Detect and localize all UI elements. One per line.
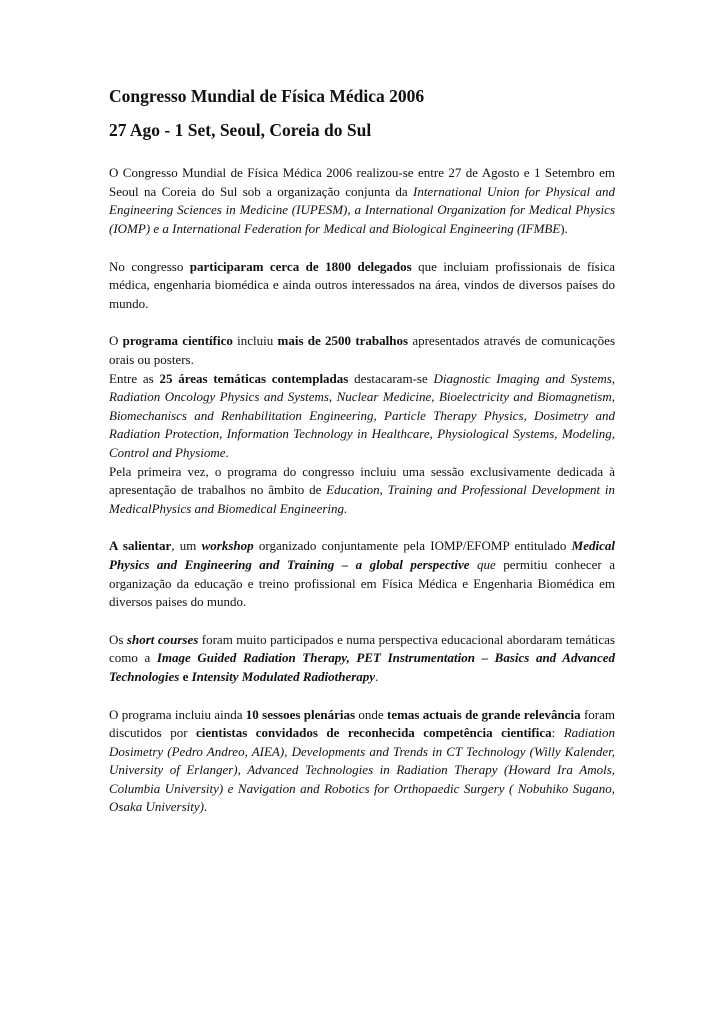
paragraph-intro <box>109 164 615 238</box>
paragraph-short-courses <box>109 631 615 687</box>
text: permitiu conhecer a organização da educação e treino profissional em Física Médica e Engenharia Biomédica em diversos paises do mundo. <box>109 556 615 610</box>
text: foram discutidos por <box>109 706 615 741</box>
text: Entre as <box>109 370 160 386</box>
paragraph-program <box>109 332 615 369</box>
highlight-label: A salientar <box>109 538 172 554</box>
paragraph-delegates <box>109 258 615 314</box>
paragraph-plenary <box>109 706 615 818</box>
plenary-list: Radiation Dosimetry (Pedro Andreo, AIEA), Developments and Trends in CT Technology (Willy Kalender, University of Erlanger), Advanced Technologies in Radiation Therapy (Howard Ira Amols, Columbia University) e Navigation and Robotics for Orthopaedic Surgery ( Nobuhiko Sugano, Osaka University). <box>109 725 615 815</box>
text: No congresso <box>109 258 190 274</box>
papers-highlight: mais de 2500 trabalhos <box>277 333 409 349</box>
workshop-word: workshop <box>201 538 254 554</box>
organizations-text: International Union for Physical and Engineering Sciences in Medicine (IUPESM), a International Organization for Medical Physics (IOMP) e a International Federation for Medical and Biological Engineering (IFMBE <box>109 183 615 237</box>
text: que <box>469 556 496 572</box>
speakers-highlight: cientistas convidados de reconhecida competência cientifica <box>196 725 552 741</box>
text: apresentados através de comunicações orais ou posters. <box>109 333 616 367</box>
text: ). <box>560 221 568 237</box>
delegates-highlight: participaram cerca de 1800 delegados <box>189 258 412 274</box>
text: foram muito participados e numa perspectiva educacional abordaram temáticas como a <box>109 631 615 666</box>
text: incluiu <box>232 333 278 349</box>
text: onde <box>355 706 387 722</box>
text: O <box>109 333 123 349</box>
areas-list: Diagnostic Imaging and Systems, Radiation Oncology Physics and Systems, Nuclear Medicine, Bioelectricity and Biomagnetism, Biomechaniscs and Renhabilitation Engineering, Particle Therapy Physics, Dosimetry and Radiation Protection, Information Technology in Healthcare, Physiological Systems, Modeling, Control and Physiome <box>109 370 616 460</box>
text: organizado conjuntamente pela IOMP/EFOMP entitulado <box>253 538 572 554</box>
areas-highlight: 25 áreas temáticas contempladas <box>159 370 349 386</box>
text: destacaram-se <box>348 370 434 386</box>
plenary-highlight: 10 sessoes plenárias <box>245 706 356 722</box>
paragraph-workshop <box>109 537 615 611</box>
paragraph-first-time <box>109 463 615 519</box>
text: que incluiam profissionais de física médica, engenharia biomédica e ainda outros interessados na área, vindos de diversos países do mundo. <box>109 258 615 311</box>
page-title: Congresso Mundial de Física Médica 2006 <box>109 86 425 106</box>
text: . <box>225 444 229 460</box>
text: , um <box>171 538 202 554</box>
text: O programa incluiu ainda <box>109 706 246 722</box>
short-courses-term: short courses <box>126 631 199 647</box>
topics-highlight: temas actuais de grande relevância <box>386 706 581 722</box>
text: : <box>551 725 564 741</box>
paragraph-areas <box>109 370 615 463</box>
course-topic-imrt: Intensity Modulated Radiotherapy <box>191 668 376 684</box>
page-subtitle: 27 Ago - 1 Set, Seoul, Coreia do Sul <box>109 119 372 140</box>
text: Pela primeira vez, o programa do congresso incluiu uma sessão exclusivamente dedicada à apresentação de trabalhos no âmbito de <box>109 463 615 498</box>
text: O Congresso Mundial de Física Médica 2006 realizou-se entre 27 de Agosto e 1 Setembro em Seoul na Coreia do Sul sob a organização conjunta da <box>109 165 615 199</box>
course-topics: Image Guided Radiation Therapy, PET Instrumentation – Basics and Advanced Technologies <box>109 650 615 684</box>
text: Os <box>109 631 127 647</box>
workshop-title: Medical Physics and Engineering and Training – a global perspective <box>109 538 615 572</box>
text: . <box>375 668 379 684</box>
education-topic: Education, Training and Professional Development in MedicalPhysics and Biomedical Engineering. <box>109 482 615 516</box>
program-highlight: programa científico <box>122 333 233 349</box>
text: e <box>179 668 192 684</box>
